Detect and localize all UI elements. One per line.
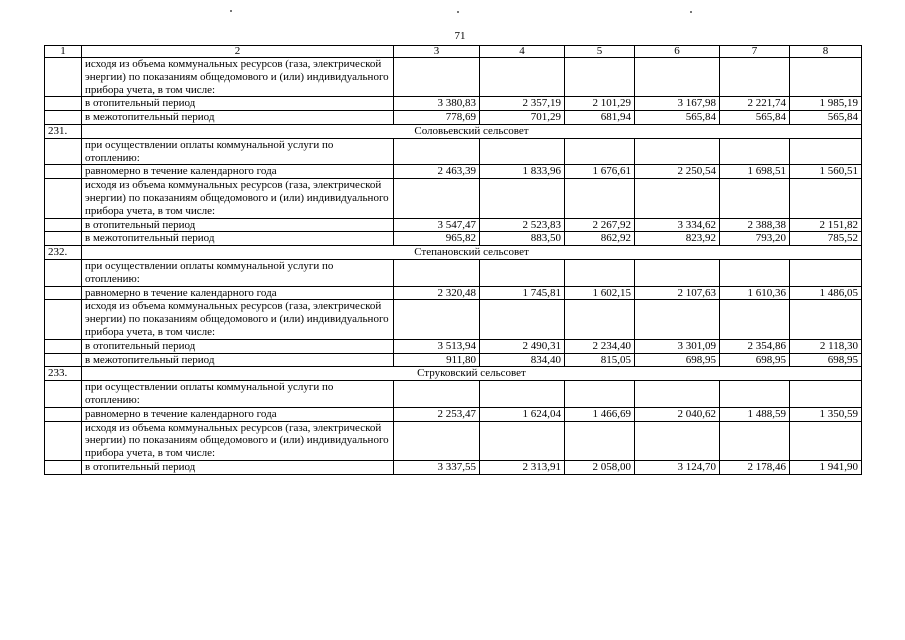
value-cell: 834,40 <box>480 353 565 367</box>
value-cell: 862,92 <box>565 232 635 246</box>
value-cell: 1 985,19 <box>790 97 862 111</box>
value-cell: 1 941,90 <box>790 460 862 474</box>
table-row <box>45 232 862 246</box>
value-cell <box>720 381 790 408</box>
index-cell-empty <box>45 138 82 165</box>
value-cell: 698,95 <box>635 353 720 367</box>
value-cell <box>565 58 635 97</box>
value-cell <box>565 300 635 339</box>
value-cell <box>480 300 565 339</box>
value-cell <box>565 138 635 165</box>
value-cell <box>790 421 862 460</box>
value-cell: 2 234,40 <box>565 339 635 353</box>
value-cell <box>480 179 565 218</box>
row-description: в отопительный период <box>82 460 394 474</box>
index-cell-empty <box>45 232 82 246</box>
table-row <box>45 58 862 97</box>
value-cell <box>790 300 862 339</box>
value-cell: 911,80 <box>394 353 480 367</box>
region-name: Соловьевский сельсовет <box>82 124 862 138</box>
table-row <box>45 286 862 300</box>
value-cell <box>394 300 480 339</box>
value-cell: 698,95 <box>790 353 862 367</box>
value-cell: 701,29 <box>480 111 565 125</box>
value-cell: 883,50 <box>480 232 565 246</box>
value-cell: 2 107,63 <box>635 286 720 300</box>
value-cell: 1 610,36 <box>720 286 790 300</box>
value-cell: 1 488,59 <box>720 407 790 421</box>
index-cell-empty <box>45 421 82 460</box>
value-cell <box>635 259 720 286</box>
row-description: в отопительный период <box>82 97 394 111</box>
table-row <box>45 179 862 218</box>
column-number: 4 <box>480 46 565 58</box>
table-row <box>45 111 862 125</box>
row-description: в межотопительный период <box>82 232 394 246</box>
value-cell: 2 151,82 <box>790 218 862 232</box>
value-cell <box>565 421 635 460</box>
value-cell <box>480 421 565 460</box>
value-cell: 1 560,51 <box>790 165 862 179</box>
index-cell-empty <box>45 353 82 367</box>
value-cell <box>480 381 565 408</box>
row-description: равномерно в течение календарного года <box>82 286 394 300</box>
value-cell <box>565 179 635 218</box>
table-row <box>45 300 862 339</box>
value-cell: 1 602,15 <box>565 286 635 300</box>
row-description: исходя из объема коммунальных ресурсов (газа, электрической энергии) по показаниям общедомового и (или) индивидуального прибора учета, в том числе: <box>82 58 394 97</box>
value-cell <box>720 138 790 165</box>
value-cell: 3 337,55 <box>394 460 480 474</box>
index-cell-empty <box>45 286 82 300</box>
value-cell <box>720 58 790 97</box>
index-cell-empty <box>45 165 82 179</box>
value-cell <box>635 300 720 339</box>
table-row <box>45 97 862 111</box>
value-cell: 1 350,59 <box>790 407 862 421</box>
value-cell: 1 676,61 <box>565 165 635 179</box>
value-cell: 3 301,09 <box>635 339 720 353</box>
table-row <box>45 381 862 408</box>
value-cell: 2 388,38 <box>720 218 790 232</box>
row-description: исходя из объема коммунальных ресурсов (газа, электрической энергии) по показаниям общедомового и (или) индивидуального прибора учета, в том числе: <box>82 179 394 218</box>
value-cell <box>394 421 480 460</box>
value-cell <box>480 259 565 286</box>
value-cell: 965,82 <box>394 232 480 246</box>
index-cell-empty <box>45 339 82 353</box>
value-cell <box>635 381 720 408</box>
value-cell: 2 320,48 <box>394 286 480 300</box>
value-cell: 2 221,74 <box>720 97 790 111</box>
value-cell: 2 058,00 <box>565 460 635 474</box>
value-cell <box>635 179 720 218</box>
value-cell: 3 124,70 <box>635 460 720 474</box>
value-cell: 2 523,83 <box>480 218 565 232</box>
column-number: 1 <box>45 46 82 58</box>
value-cell: 2 490,31 <box>480 339 565 353</box>
row-description: в отопительный период <box>82 218 394 232</box>
value-cell <box>635 421 720 460</box>
value-cell: 2 313,91 <box>480 460 565 474</box>
index-cell-empty <box>45 218 82 232</box>
value-cell: 2 357,19 <box>480 97 565 111</box>
index-cell-empty <box>45 407 82 421</box>
value-cell <box>790 138 862 165</box>
row-description: исходя из объема коммунальных ресурсов (газа, электрической энергии) по показаниям общедомового и (или) индивидуального прибора учета, в том числе: <box>82 300 394 339</box>
value-cell <box>635 58 720 97</box>
value-cell <box>565 381 635 408</box>
table-row <box>45 407 862 421</box>
value-cell <box>790 381 862 408</box>
value-cell: 1 698,51 <box>720 165 790 179</box>
row-description: в межотопительный период <box>82 353 394 367</box>
value-cell <box>394 259 480 286</box>
value-cell <box>790 259 862 286</box>
value-cell: 815,05 <box>565 353 635 367</box>
value-cell <box>790 58 862 97</box>
value-cell: 1 624,04 <box>480 407 565 421</box>
value-cell: 793,20 <box>720 232 790 246</box>
column-number: 3 <box>394 46 480 58</box>
value-cell <box>720 259 790 286</box>
value-cell <box>720 421 790 460</box>
value-cell: 778,69 <box>394 111 480 125</box>
table-row <box>45 353 862 367</box>
table-row <box>45 339 862 353</box>
value-cell: 2 250,54 <box>635 165 720 179</box>
region-row <box>45 124 862 138</box>
value-cell: 565,84 <box>720 111 790 125</box>
table-row <box>45 218 862 232</box>
row-description: равномерно в течение календарного года <box>82 165 394 179</box>
value-cell: 2 267,92 <box>565 218 635 232</box>
row-description: в отопительный период <box>82 339 394 353</box>
column-number-row <box>45 46 862 58</box>
value-cell: 1 486,05 <box>790 286 862 300</box>
tariff-table <box>44 45 862 475</box>
region-name: Струковский сельсовет <box>82 367 862 381</box>
value-cell: 1 466,69 <box>565 407 635 421</box>
value-cell: 681,94 <box>565 111 635 125</box>
value-cell <box>635 138 720 165</box>
region-name: Степановский сельсовет <box>82 246 862 260</box>
value-cell <box>720 300 790 339</box>
value-cell <box>480 58 565 97</box>
table-row <box>45 138 862 165</box>
value-cell: 565,84 <box>790 111 862 125</box>
value-cell <box>480 138 565 165</box>
value-cell: 2 101,29 <box>565 97 635 111</box>
region-row <box>45 367 862 381</box>
value-cell: 1 833,96 <box>480 165 565 179</box>
table-row <box>45 460 862 474</box>
index-cell-empty <box>45 300 82 339</box>
row-description: при осуществлении оплаты коммунальной услуги по отоплению: <box>82 381 394 408</box>
value-cell: 785,52 <box>790 232 862 246</box>
row-description: в межотопительный период <box>82 111 394 125</box>
index-cell-empty <box>45 460 82 474</box>
value-cell: 2 463,39 <box>394 165 480 179</box>
row-index: 231. <box>45 124 82 138</box>
column-number: 6 <box>635 46 720 58</box>
column-number: 7 <box>720 46 790 58</box>
column-number: 2 <box>82 46 394 58</box>
page-number: 71 <box>454 30 466 42</box>
value-cell: 2 118,30 <box>790 339 862 353</box>
value-cell: 3 167,98 <box>635 97 720 111</box>
index-cell-empty <box>45 111 82 125</box>
index-cell-empty <box>45 259 82 286</box>
value-cell <box>720 179 790 218</box>
value-cell: 565,84 <box>635 111 720 125</box>
row-description: равномерно в течение календарного года <box>82 407 394 421</box>
value-cell: 823,92 <box>635 232 720 246</box>
value-cell <box>394 138 480 165</box>
column-number: 8 <box>790 46 862 58</box>
value-cell <box>565 259 635 286</box>
index-cell-empty <box>45 381 82 408</box>
column-number: 5 <box>565 46 635 58</box>
index-cell-empty <box>45 179 82 218</box>
value-cell: 3 334,62 <box>635 218 720 232</box>
table-body <box>45 46 862 475</box>
value-cell: 3 513,94 <box>394 339 480 353</box>
value-cell <box>394 381 480 408</box>
value-cell: 2 178,46 <box>720 460 790 474</box>
table-row <box>45 259 862 286</box>
value-cell <box>790 179 862 218</box>
index-cell-empty <box>45 97 82 111</box>
value-cell: 2 040,62 <box>635 407 720 421</box>
value-cell <box>394 58 480 97</box>
table-row <box>45 421 862 460</box>
row-index: 232. <box>45 246 82 260</box>
region-row <box>45 246 862 260</box>
value-cell <box>394 179 480 218</box>
row-index: 233. <box>45 367 82 381</box>
table-row <box>45 165 862 179</box>
value-cell: 698,95 <box>720 353 790 367</box>
scan-artifacts <box>0 8 905 14</box>
row-description: при осуществлении оплаты коммунальной услуги по отоплению: <box>82 259 394 286</box>
value-cell: 2 253,47 <box>394 407 480 421</box>
value-cell: 3 547,47 <box>394 218 480 232</box>
value-cell: 3 380,83 <box>394 97 480 111</box>
index-cell-empty <box>45 58 82 97</box>
row-description: при осуществлении оплаты коммунальной услуги по отоплению: <box>82 138 394 165</box>
row-description: исходя из объема коммунальных ресурсов (газа, электрической энергии) по показаниям общедомового и (или) индивидуального прибора учета, в том числе: <box>82 421 394 460</box>
value-cell: 1 745,81 <box>480 286 565 300</box>
value-cell: 2 354,86 <box>720 339 790 353</box>
